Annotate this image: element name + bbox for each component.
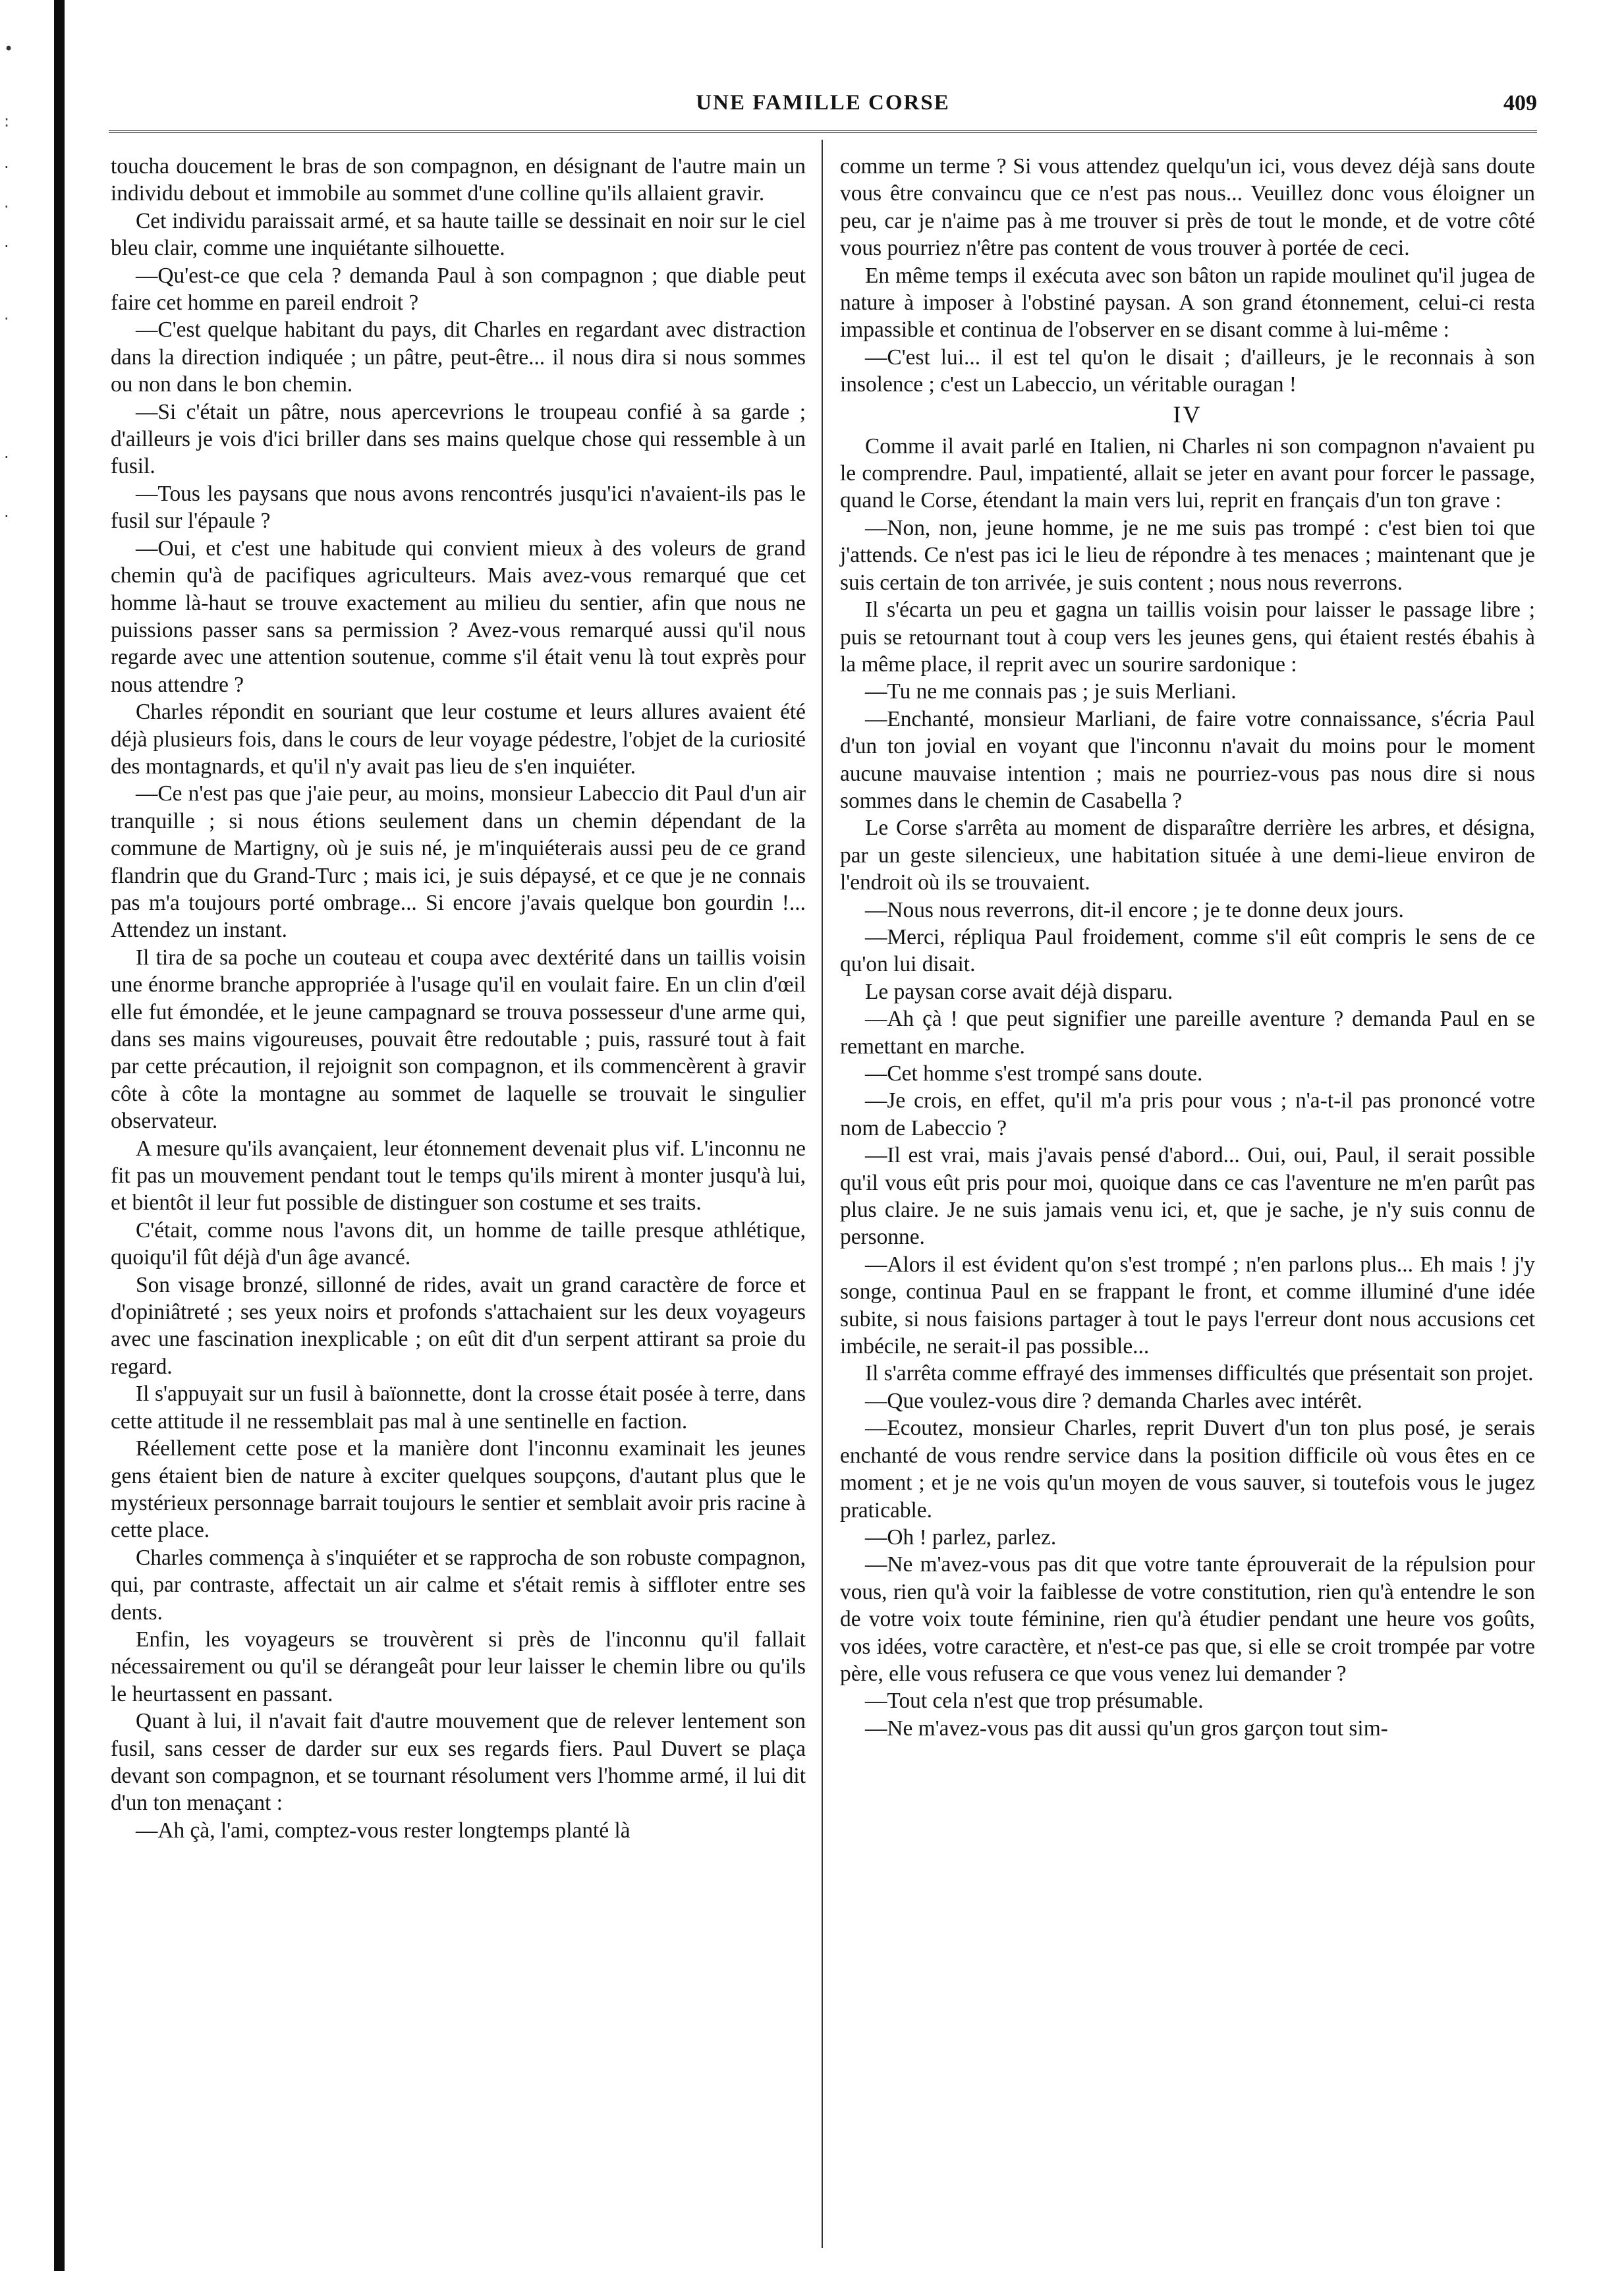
paragraph: Son visage bronzé, sillonné de rides, avait un grand caractère de force et d'opiniâtreté ; ses yeux noirs et profonds s'attachaient sur les deux voyageurs avec une fascination inexplicable ; on eût dit d'un serpent attirant sa proie du regard. (111, 1272, 806, 1379)
paragraph: —Que voulez-vous dire ? demanda Charles avec intérêt. (865, 1388, 1362, 1413)
paragraph: Il tira de sa poche un couteau et coupa avec dextérité dans un taillis voisin une énorme branche appropriée à l'usage qu'il en voulait faire. En un clin d'œil elle fut émondée, et le jeune campagnard se trouva possesseur d'une arme qui, dans ses mains vigoureuses, pouvait être redoutable ; puis, rassuré tout à fait par cette précaution, il rejoignit son compagnon, et ils commencèrent à gravir côte à côte la montagne au sommet de laquelle se trouvait le singulier observateur. (111, 945, 806, 1134)
paragraph: —C'est quelque habitant du pays, dit Charles en regardant avec distraction dans la direction indiquée ; un pâtre, peut-être... il nous dira si nous sommes ou non dans le bon chemin. (111, 318, 806, 397)
paragraph: —C'est lui... il est tel qu'on le disait ; d'ailleurs, je le reconnais à son insolence ; c'est un Labeccio, un véritable ouragan ! (840, 345, 1535, 397)
paragraph: Il s'appuyait sur un fusil à baïonnette, dont la crosse était posée à terre, dans cette attitude il ne ressemblait pas mal à une sentinelle en faction. (111, 1382, 806, 1434)
paragraph: A mesure qu'ils avançaient, leur étonnement devenait plus vif. L'inconnu ne fit pas un mouvement pendant tout le temps qu'ils mirent à monter jusqu'à lui, et bientôt il leur fut possible de distinguer son costume et ses traits. (111, 1136, 806, 1216)
paragraph: —Ah çà, l'ami, comptez-vous rester longtemps planté là (136, 1818, 630, 1843)
paragraph: —Oh ! parlez, parlez. (865, 1525, 1057, 1550)
paragraph: —Tous les paysans que nous avons rencontrés jusqu'ici n'avaient-ils pas le fusil sur l'épaule ? (111, 481, 806, 534)
paragraph: Réellement cette pose et la manière dont l'inconnu examinait les jeunes gens étaient bien de nature à exciter quelques soupçons, d'autant plus que le mystérieux personnage barrait toujours le sentier et semblait avoir pris racine à cette place. (111, 1436, 806, 1543)
paragraph: —Merci, répliqua Paul froidement, comme s'il eût compris le sens de ce qu'on lui disait. (840, 924, 1535, 977)
paragraph: Enfin, les voyageurs se trouvèrent si près de l'inconnu qu'il fallait nécessairement ou qu'il se dérangeât pour leur laisser le chemin libre ou qu'ils le heurtassent en passant. (111, 1627, 806, 1706)
paragraph: comme un terme ? Si vous attendez quelqu'un ici, vous devez déjà sans doute vous être convaincu que ce n'est pas nous... Veuillez donc vous éloigner un peu, car je n'aime pas à me trouver si près de tout le monde, et de votre côté vous pourriez n'être pas content de vous trouver à portée de ceci. (840, 154, 1535, 261)
paragraph: Charles répondit en souriant que leur costume et leurs allures avaient été déjà plusieurs fois, dans le cours de leur voyage pédestre, l'objet de la curiosité des montagnards, et qu'il n'y avait pas lieu de s'en inquiéter. (111, 700, 806, 779)
paragraph: —Cet homme s'est trompé sans doute. (865, 1061, 1203, 1086)
paragraph: Quant à lui, il n'avait fait d'autre mouvement que de relever lentement son fusil, sans cesser de darder sur eux ses regards fiers. Paul Duvert se plaça devant son compagnon, et se tournant résolument vers l'homme armé, il lui dit d'un ton menaçant : (111, 1709, 806, 1816)
paragraph: touchа doucement le bras de son compagnon, en désignant de l'autre main un individu debout et immobile au sommet d'une colline qu'ils allaient gravir. (111, 154, 806, 206)
column-divider (822, 140, 823, 2248)
paragraph: —Tu ne me connais pas ; je suis Merliani. (865, 679, 1237, 704)
paragraph: —Oui, et c'est une habitude qui convient mieux à des voleurs de grand chemin qu'à de pacifiques agriculteurs. Mais avez-vous remarqué que cet homme là-haut se trouve exactement au milieu du sentier, afin que nous ne puissions passer sans sa permission ? Avez-vous remarqué aussi qu'il nous regarde avec une attention soutenue, comme s'il était venu là tout exprès pour nous attendre ? (111, 536, 806, 697)
paragraph: Le Corse s'arrêta au moment de disparaître derrière les arbres, et désigna, par un geste silencieux, une habitation située à une demi-lieue environ de l'endroit où ils se trouvaient. (840, 816, 1535, 895)
binding-edge-bar (54, 0, 65, 2271)
paragraph: —Alors il est évident qu'on s'est trompé ; n'en parlons plus... Eh mais ! j'y songe, continua Paul en se frappant le front, et comme illuminé d'une idée subite, si nous faisions partager à tout le pays l'erreur dont nous accusions cet imbécile, ne serait-il pas possible... (840, 1252, 1535, 1359)
paragraph: En même temps il exécuta avec son bâton un rapide moulinet qu'il jugea de nature à imposer à l'obstiné paysan. A son grand étonnement, celui-ci resta impassible et continua de l'observer en se disant comme à lui-même : (840, 263, 1535, 343)
paragraph: Il s'arrêta comme effrayé des immenses difficultés que présentait son projet. (865, 1361, 1534, 1386)
paragraph: C'était, comme nous l'avons dit, un homme de taille presque athlétique, quoiqu'il fût déjà d'un âge avancé. (111, 1218, 806, 1270)
running-title: UNE FAMILLE CORSE (696, 91, 950, 115)
paragraph: —Ah çà ! que peut signifier une pareille aventure ? demanda Paul en se remettant en marche. (840, 1007, 1535, 1059)
paragraph: Comme il avait parlé en Italien, ni Charles ni son compagnon n'avaient pu le comprendre. Paul, impatienté, allait se jeter en avant pour forcer le passage, quand le Corse, étendant la main vers lui, reprit en français d'un ton grave : (840, 434, 1535, 513)
paragraph: —Ne m'avez-vous pas dit aussi qu'un gros garçon tout sim- (865, 1716, 1388, 1741)
paragraph: —Ce n'est pas que j'aie peur, au moins, monsieur Labeccio dit Paul d'un air tranquille ; si nous étions seulement dans un chemin dépendant de la commune de Martigny, où je suis né, je m'inquiéterais aussi peu de ce grand flandrin que du Grand-Turc ; mais ici, je suis dépaysé, et ce que je ne connais pas m'a toujours porté ombrage... Si encore j'avais quelque bon gourdin !... Attendez un instant. (111, 781, 806, 943)
paragraph: —Ecoutez, monsieur Charles, reprit Duvert d'un ton plus posé, je serais enchanté de vous rendre service dans la position difficile où vous êtes en ce moment ; et je ne vois qu'un moyen de vous sauver, si toutefois vous le jugez praticable. (840, 1416, 1535, 1523)
section-heading: IV (1173, 401, 1202, 428)
paragraph: Le paysan corse avait déjà disparu. (865, 979, 1173, 1004)
paragraph: —Tout cela n'est que trop présumable. (865, 1689, 1204, 1714)
left-column (111, 153, 806, 2248)
margin-marks: • : · · · · · · (4, 40, 14, 526)
paragraph: —Nous nous reverrons, dit-il encore ; je te donne deux jours. (865, 897, 1404, 922)
page-header (109, 91, 1537, 128)
paragraph: —Ne m'avez-vous pas dit que votre tante éprouverait de la répulsion pour vous, rien qu'à voir la faiblesse de votre constitution, rien qu'à entendre le son de votre voix toute féminine, rien qu'à étudier pendant une heure vos goûts, vos idées, votre caractère, et n'est-ce pas que, si elle se croit trompée par votre père, elle vous refusera ce que vous venez lui demander ? (840, 1552, 1535, 1686)
header-rule (109, 130, 1537, 133)
page-number: 409 (1503, 91, 1537, 115)
paragraph: —Enchanté, monsieur Marliani, de faire votre connaissance, s'écria Paul d'un ton jovial en voyant que l'inconnu n'avait du moins pour le moment aucune mauvaise intention ; mais ne pourriez-vous pas nous dire si nous sommes dans le chemin de Casabella ? (840, 706, 1535, 813)
paragraph: —Il est vrai, mais j'avais pensé d'abord... Oui, oui, Paul, il serait possible qu'il vous eût pris pour moi, quoique dans ce cas l'aventure ne m'en parût pas plus claire. Je ne suis jamais venu ici, et, que je sache, je n'y suis connu de personne. (840, 1143, 1535, 1250)
right-column (840, 153, 1535, 2248)
paragraph: —Qu'est-ce que cela ? demanda Paul à son compagnon ; que diable peut faire cet homme en pareil endroit ? (111, 263, 806, 316)
paragraph: —Non, non, jeune homme, je ne me suis pas trompé : c'est bien toi que j'attends. Ce n'est pas ici le lieu de répondre à tes menaces ; maintenant que je suis certain de ton arrivée, je suis content ; nous nous reverrons. (840, 515, 1535, 595)
paragraph: Il s'écarta un peu et gagna un taillis voisin pour laisser le passage libre ; puis se retournant tout à coup vers les jeunes gens, qui étaient restés ébahis à la même place, il reprit avec un sourire sardonique : (840, 598, 1535, 677)
paragraph: Cet individu paraissait armé, et sa haute taille se dessinait en noir sur le ciel bleu clair, comme une inquiétante silhouette. (111, 208, 806, 261)
paragraph: —Si c'était un pâtre, nous apercevrions le troupeau confié à sa garde ; d'ailleurs je vois d'ici briller dans ses mains quelque chose qui ressemble à un fusil. (111, 399, 806, 479)
paragraph: Charles commença à s'inquiéter et se rapprocha de son robuste compagnon, qui, par contraste, affectait un air calme et s'était remis à siffloter entre ses dents. (111, 1545, 806, 1625)
paragraph: —Je crois, en effet, qu'il m'a pris pour vous ; n'a-t-il pas prononcé votre nom de Labeccio ? (840, 1088, 1535, 1140)
